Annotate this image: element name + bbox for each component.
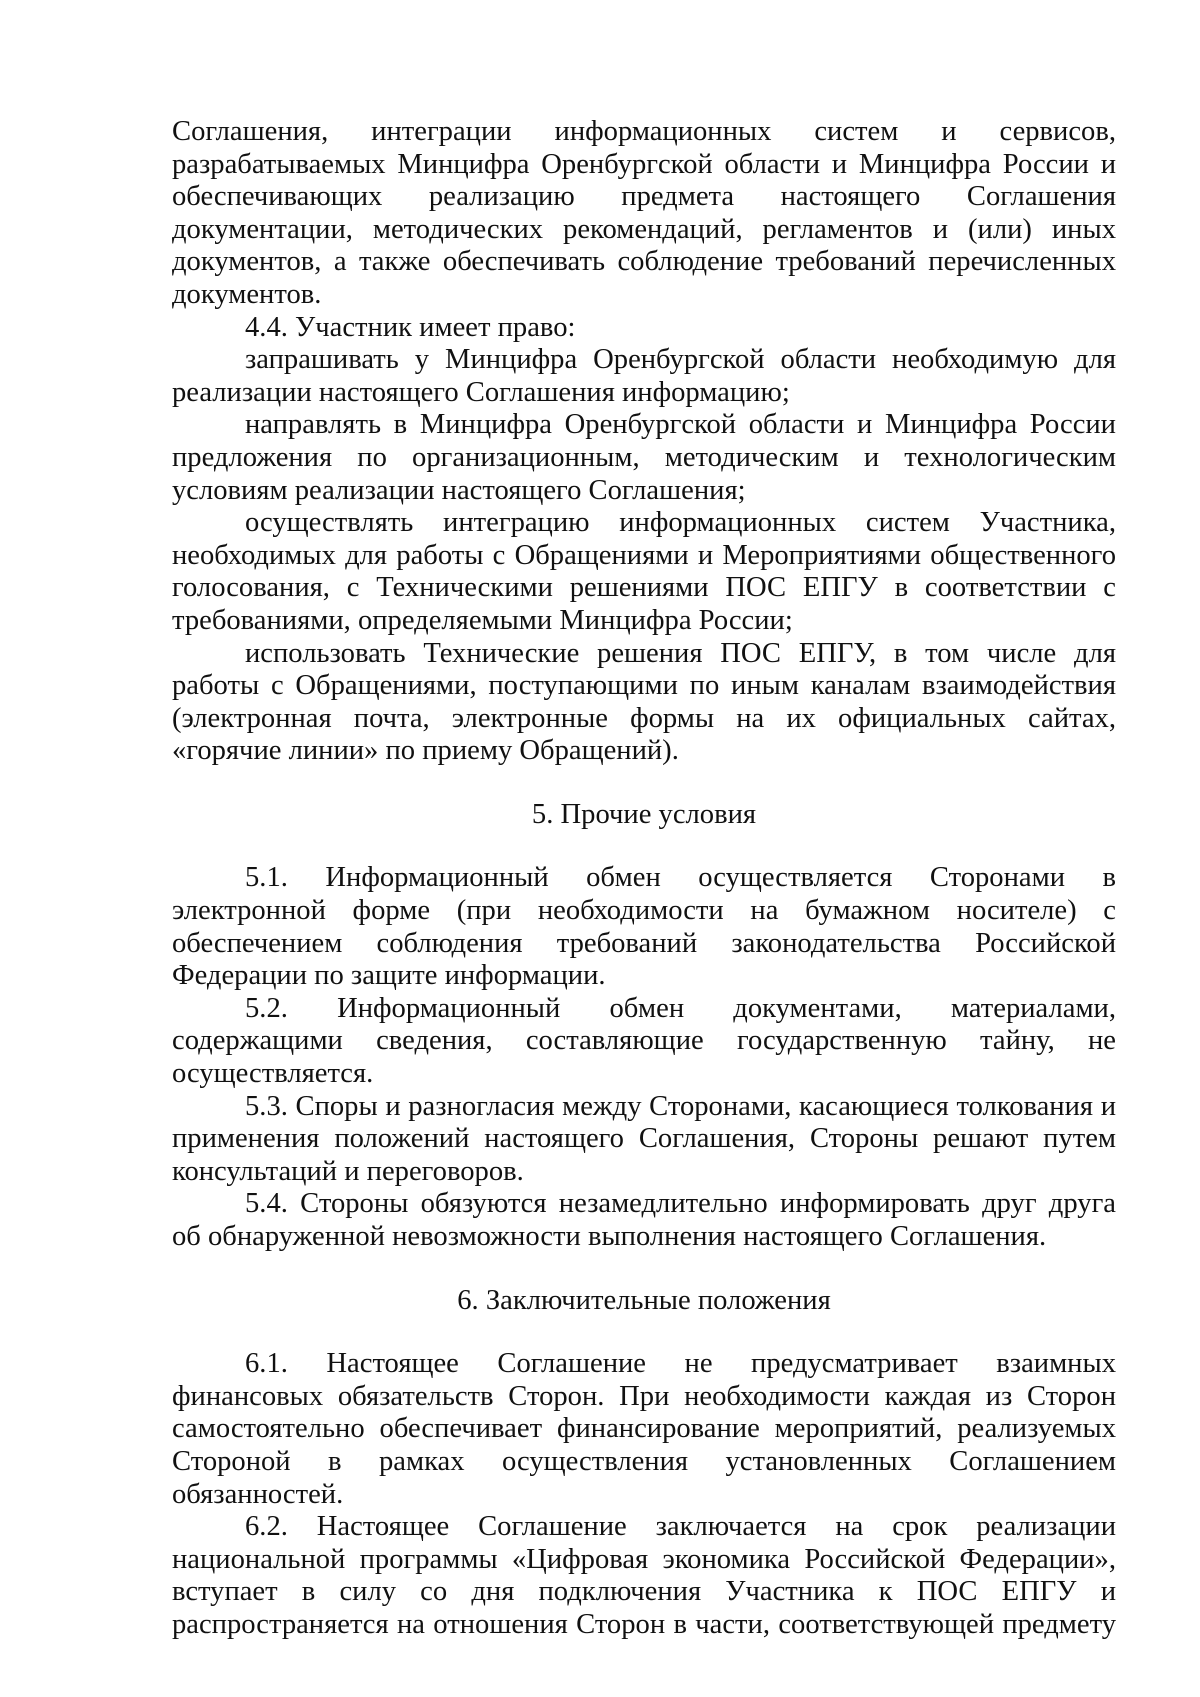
paragraph-4-4-title: 4.4. Участник имеет право: (245, 311, 576, 343)
paragraph-5-3: 5.3. Споры и разногласия между Сторонами, касающиеся толкования и применения положений настоящего Соглашения, Стороны решают путем консультаций и переговоров. (172, 1090, 1116, 1187)
section-6-heading: 6. Заключительные положения (457, 1284, 831, 1316)
paragraph-right-use-solutions: использовать Технические решения ПОС ЕПГУ, в том числе для работы с Обращениями, поступающими по иным каналам взаимодействия (электронная почта, электронные формы на их официальных сайтах, «горячие линии» по приему Обращений). (172, 637, 1116, 767)
paragraph-5-1: 5.1. Информационный обмен осуществляется Сторонами в электронной форме (при необходимости на бумажном носителе) с обеспечением соблюдения требований законодательства Российской Федерации по защите информации. (172, 862, 1116, 992)
paragraph-right-request-info: запрашивать у Минцифра Оренбургской области необходимую для реализации настоящего Соглашения информацию; (172, 344, 1116, 408)
document-body (172, 116, 1116, 1642)
paragraph-right-integration: осуществлять интеграцию информационных систем Участника, необходимых для работы с Обращениями и Мероприятиями общественного голосования, с Техническими решениями ПОС ЕПГУ в соответствии с требованиями, определяемыми Минцифра России; (172, 507, 1116, 636)
paragraph-5-2: 5.2. Информационный обмен документами, материалами, содержащими сведения, составляющие государственную тайну, не осуществляется. (172, 992, 1116, 1090)
paragraph-continuation: Соглашения, интеграции информационных систем и сервисов, разрабатываемых Минцифра Оренбургской области и Минцифра России и обеспечивающих реализацию предмета настоящего Соглашения документации, методических рекомендаций, регламентов и (или) иных документов, а также обеспечивать соблюдение требований перечисленных документов. (172, 116, 1116, 310)
section-5-heading: 5. Прочие условия (531, 798, 757, 830)
paragraph-6-1: 6.1. Настоящее Соглашение не предусматривает взаимных финансовых обязательств Сторон. При необходимости каждая из Сторон самостоятельно обеспечивает финансирование мероприятий, реализуемых Стороной в рамках осуществления установленных Соглашением обязанностей. (172, 1348, 1116, 1510)
paragraph-5-4: 5.4. Стороны обязуются незамедлительно информировать друг друга об обнаруженной невозможности выполнения настоящего Соглашения. (172, 1188, 1116, 1252)
paragraph-right-send-proposals: направлять в Минцифра Оренбургской области и Минцифра России предложения по организационным, методическим и технологическим условиям реализации настоящего Соглашения; (172, 409, 1116, 506)
paragraph-6-2: 6.2. Настоящее Соглашение заключается на срок реализации национальной программы «Цифровая экономика Российской Федерации», вступает в силу со дня подключения Участника к ПОС ЕПГУ и распространяется на отношения Сторон в части, соответствующей предмету (172, 1511, 1116, 1640)
